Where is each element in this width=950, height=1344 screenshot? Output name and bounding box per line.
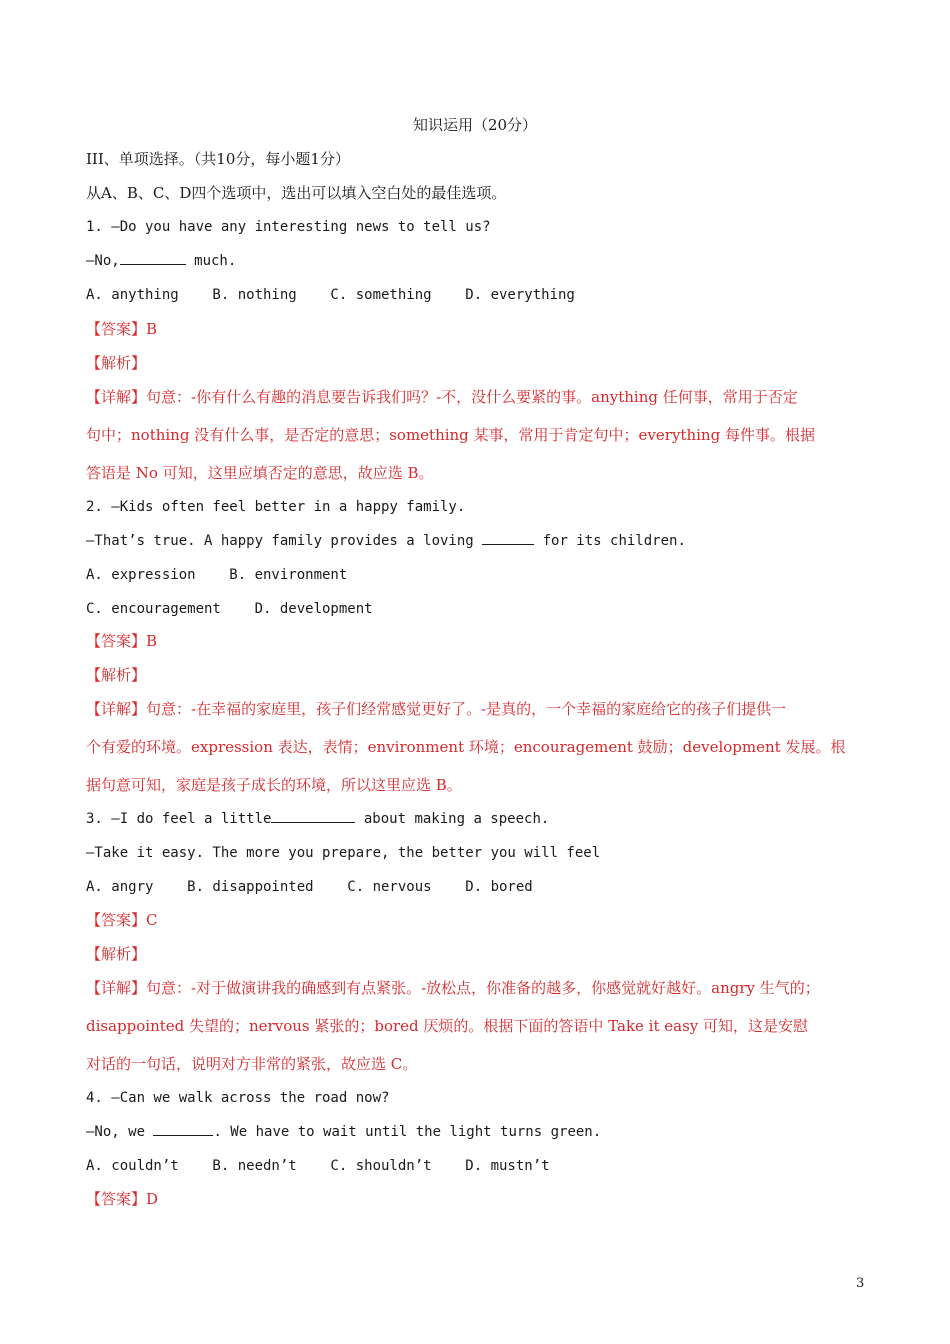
q2-detail-line-3: 据句意可知，家庭是孩子成长的环境，所以这里应选 B。 xyxy=(86,776,462,794)
q2-reply-start: —That’s true. A happy family provides a loving xyxy=(86,533,483,549)
q1-analysis-label: 【解析】 xyxy=(86,354,147,372)
q2-blank xyxy=(482,530,534,545)
q1-answer: 【答案】B xyxy=(86,320,158,338)
q1-stem: 1. —Do you have any interesting news to tell us? xyxy=(86,219,491,235)
q1-detail-line-3: 答语是 No 可知，这里应填否定的意思，故应选 B。 xyxy=(86,464,434,482)
q2-detail-line-1 xyxy=(86,698,786,720)
q1-detail-line-2: 句中；nothing 没有什么事，是否定的意思；something 某事，常用于肯定句中；everything 每件事。根据 xyxy=(86,426,815,444)
q2-reply-end: for its children. xyxy=(534,533,686,549)
q2-options-row-2: C. encouragement D. development xyxy=(86,601,373,617)
q1-detail-tag: 【详解】 xyxy=(86,388,147,406)
q3-reply: —Take it easy. The more you prepare, the better you will feel xyxy=(86,845,601,861)
q1-detail-line-1 xyxy=(86,386,798,408)
q2-options-row-1: A. expression B. environment xyxy=(86,567,348,583)
q3-options: A. angry B. disappointed C. nervous D. bored xyxy=(86,879,533,895)
q1-reply-start: —No, xyxy=(86,253,120,269)
q3-analysis-label: 【解析】 xyxy=(86,945,147,963)
section-title: 知识运用（20分） xyxy=(412,116,538,134)
q3-answer: 【答案】C xyxy=(86,911,158,929)
q4-stem: 4. —Can we walk across the road now? xyxy=(86,1090,390,1106)
q3-stem-end: about making a speech. xyxy=(355,811,550,827)
q1-detail-text-1: 句意：-你有什么有趣的消息要告诉我们吗？-不，没什么要紧的事。anything 任何事，常用于否定 xyxy=(146,388,798,406)
q1-reply xyxy=(86,250,236,272)
q3-detail-line-2: disappointed 失望的；nervous 紧张的；bored 厌烦的。根据下面的答语中 Take it easy 可知，这是安慰 xyxy=(86,1017,809,1035)
q2-answer: 【答案】B xyxy=(86,632,158,650)
section-heading: III、单项选择。（共10分，每小题1分） xyxy=(86,150,350,168)
q2-detail-text-1: 句意：-在幸福的家庭里，孩子们经常感觉更好了。-是真的，一个幸福的家庭给它的孩子们提供一 xyxy=(146,700,787,718)
q4-options: A. couldn’t B. needn’t C. shouldn’t D. mustn’t xyxy=(86,1158,550,1174)
q2-detail-line-2: 个有爱的环境。expression 表达，表情；environment 环境；encouragement 鼓励；development 发展。根 xyxy=(86,738,846,756)
q4-blank xyxy=(153,1121,213,1136)
q3-detail-line-3: 对话的一句话，说明对方非常的紧张，故应选 C。 xyxy=(86,1055,418,1073)
q1-reply-end: much. xyxy=(185,253,237,269)
q4-answer: 【答案】D xyxy=(86,1190,159,1208)
q3-detail-text-1: 句意：-对于做演讲我的确感到有点紧张。-放松点，你准备的越多，你感觉就好越好。angry 生气的； xyxy=(146,979,820,997)
q3-stem-start: 3. —I do feel a little xyxy=(86,811,272,827)
q3-detail-tag: 【详解】 xyxy=(86,979,147,997)
q3-blank xyxy=(271,808,355,823)
q3-detail-line-1 xyxy=(86,977,820,999)
page-number: 3 xyxy=(856,1276,865,1291)
q4-reply-end: . We have to wait until the light turns green. xyxy=(213,1124,602,1140)
q2-stem: 2. —Kids often feel better in a happy family. xyxy=(86,499,466,515)
q1-blank xyxy=(120,250,186,265)
q2-detail-tag: 【详解】 xyxy=(86,700,147,718)
q4-reply xyxy=(86,1121,601,1143)
q2-reply xyxy=(86,530,686,552)
q2-analysis-label: 【解析】 xyxy=(86,666,147,684)
q1-options: A. anything B. nothing C. something D. everything xyxy=(86,287,575,303)
q4-reply-start: —No, we xyxy=(86,1124,154,1140)
q3-stem xyxy=(86,808,549,830)
section-instruction: 从A、B、C、D四个选项中，选出可以填入空白处的最佳选项。 xyxy=(86,184,507,202)
